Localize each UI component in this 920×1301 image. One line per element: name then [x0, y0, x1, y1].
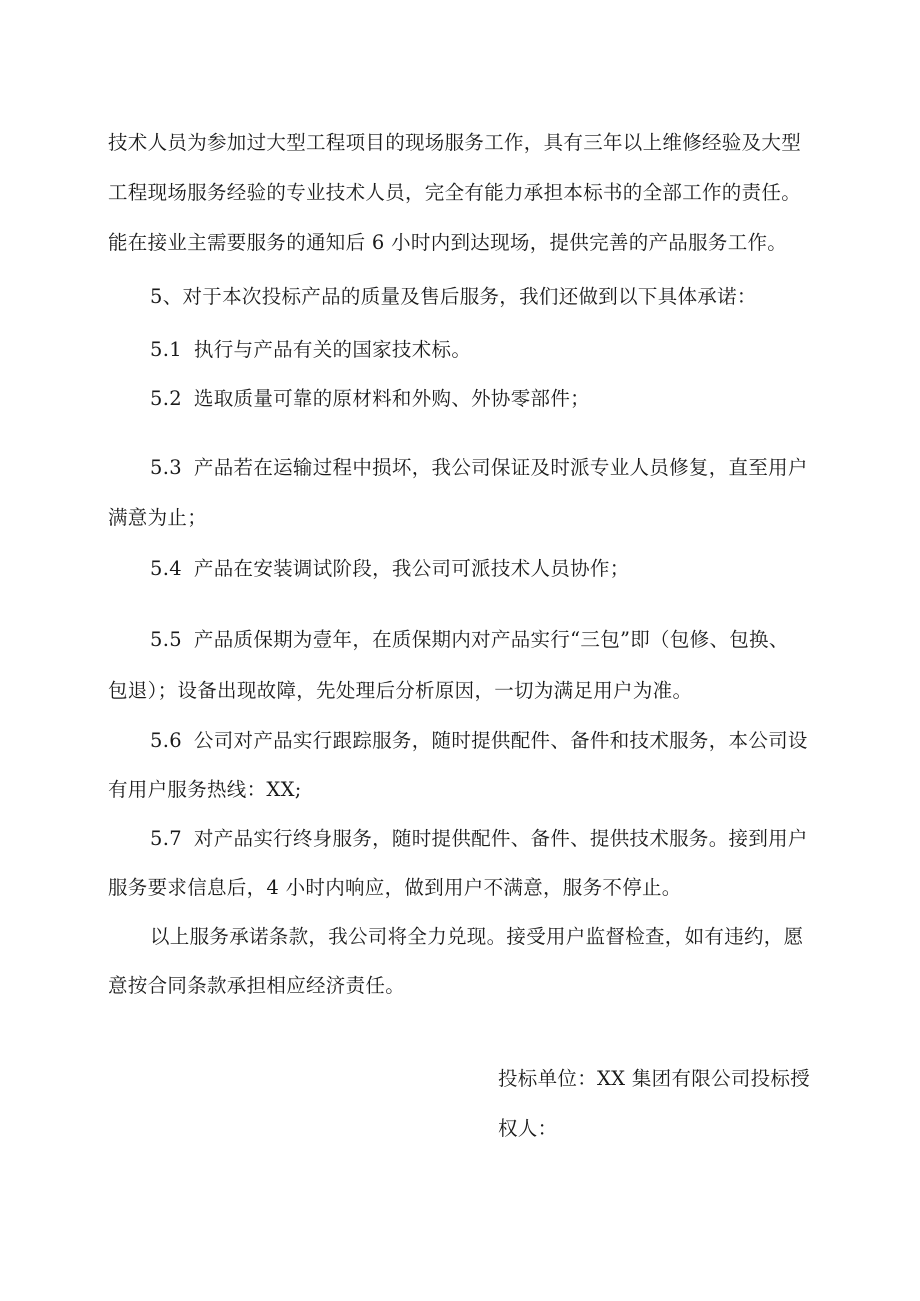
- intro-line-2: 工程现场服务经验的专业技术人员，完全有能力承担本标书的全部工作的责任。: [108, 181, 802, 204]
- intro-line-3: 能在接业主需要服务的通知后 6 小时内到达现场，提供完善的产品服务工作。: [108, 231, 788, 254]
- signature-line-2: 权人：: [498, 1117, 558, 1140]
- item-text: 执行与产品有关的国家技术标。: [193, 338, 472, 361]
- item-5-7-continuation: 服务要求信息后，4 小时内响应，做到用户不满意，服务不停止。: [108, 876, 682, 899]
- closing-line-1: 以上服务承诺条款，我公司将全力兑现。接受用户监督检查，如有违约，愿: [150, 925, 804, 948]
- signature-line-1: 投标单位：XX 集团有限公司投标授: [498, 1067, 811, 1090]
- item-text: 产品在安装调试阶段，我公司可派技术人员协作；: [193, 557, 630, 580]
- item-number: 5.2: [150, 387, 182, 410]
- closing-line-2: 意按合同条款承担相应经济责任。: [108, 974, 406, 997]
- intro-line-1: 技术人员为参加过大型工程项目的现场服务工作，具有三年以上维修经验及大型: [108, 131, 802, 154]
- item-text: 对产品实行终身服务，随时提供配件、备件、提供技术服务。接到用户: [193, 827, 808, 850]
- item-text: 选取质量可靠的原材料和外购、外协零部件；: [193, 387, 590, 410]
- item-text: 产品若在运输过程中损坏，我公司保证及时派专业人员修复，直至用户: [193, 456, 808, 479]
- item-5-2: [150, 386, 590, 412]
- item-5-3: [150, 455, 808, 481]
- item-text: 公司对产品实行跟踪服务，随时提供配件、备件和技术服务，本公司设: [193, 729, 808, 752]
- item-5-7: [150, 826, 808, 852]
- item-number: 5.1: [150, 338, 182, 361]
- item-5-4: [150, 556, 630, 582]
- item-5-1: [150, 337, 471, 363]
- item-5-5-continuation: 包退）；设备出现故障，先处理后分析原因，一切为满足用户为准。: [108, 679, 693, 702]
- item-5-6: [150, 728, 808, 754]
- item-5-3-continuation: 满意为止；: [108, 506, 208, 529]
- item-5-5: [150, 627, 789, 653]
- item-5-6-continuation: 有用户服务热线：XX;: [108, 778, 302, 801]
- item-number: 5.4: [150, 557, 182, 580]
- item-number: 5.5: [150, 628, 182, 651]
- item-number: 5.6: [150, 729, 182, 752]
- section-5-heading: 5、对于本次投标产品的质量及售后服务，我们还做到以下具体承诺：: [150, 285, 757, 308]
- item-text: 产品质保期为壹年，在质保期内对产品实行“三包”即（包修、包换、: [193, 628, 789, 651]
- item-number: 5.7: [150, 827, 182, 850]
- item-number: 5.3: [150, 456, 182, 479]
